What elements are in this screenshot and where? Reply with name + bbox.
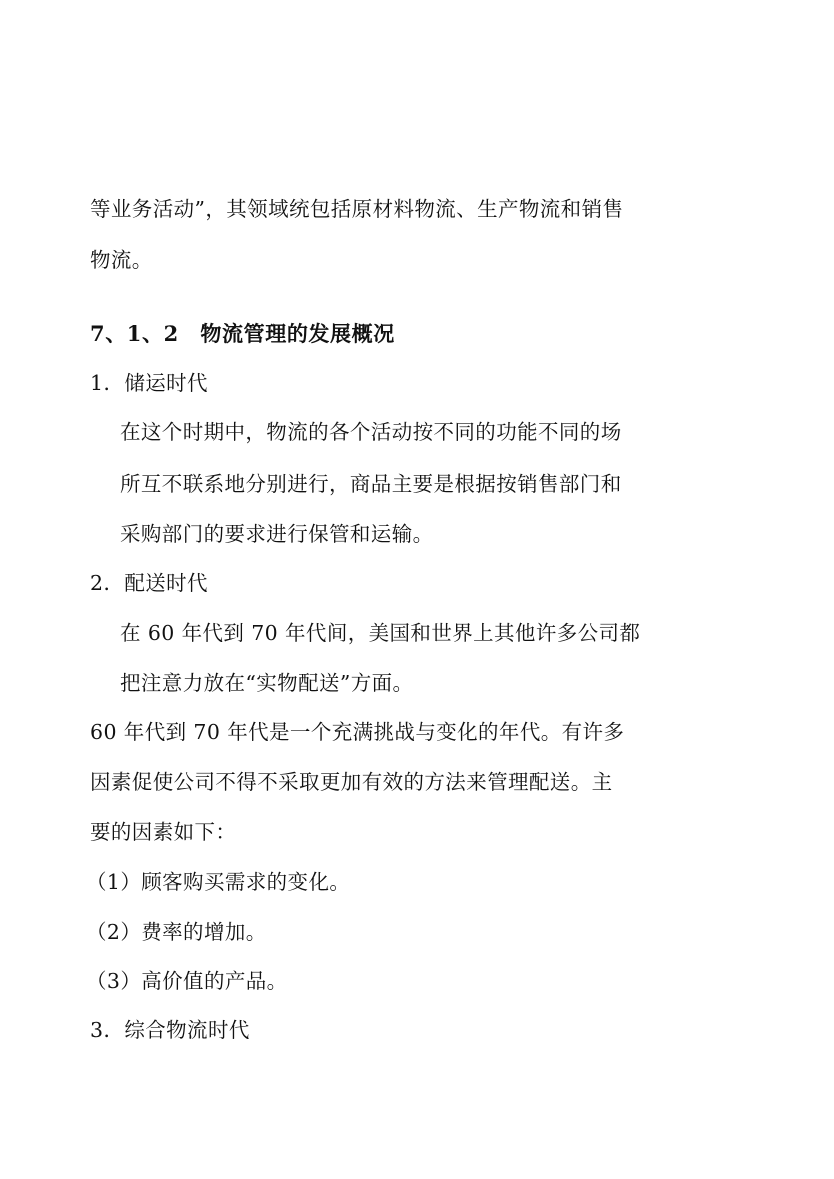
section-heading: 7、1、2 物流管理的发展概况: [90, 321, 395, 346]
factors-paragraph-line-3: 要的因素如下：: [90, 820, 237, 844]
stage-1-title: 1．储运时代: [90, 371, 208, 395]
stage-1-body-line-1: 在这个时期中，物流的各个活动按不同的功能不同的场: [120, 420, 622, 444]
factor-item-2: （2）费率的增加。: [86, 920, 267, 944]
stage-2-body-line-2: 把注意力放在“实物配送”方面。: [120, 671, 414, 695]
stage-1-body-line-3: 采购部门的要求进行保管和运输。: [120, 522, 434, 546]
factor-item-1: （1）顾客购买需求的变化。: [86, 870, 351, 894]
factors-paragraph-line-1: 60 年代到 70 年代是一个充满挑战与变化的年代。有许多: [90, 720, 625, 744]
intro-line-1: 等业务活动”，其领域统包括原材料物流、生产物流和销售: [90, 197, 624, 221]
factors-paragraph-line-2: 因素促使公司不得不采取更加有效的方法来管理配送。主: [90, 770, 613, 794]
stage-1-body-line-2: 所互不联系地分别进行，商品主要是根据按销售部门和: [120, 472, 622, 496]
stage-2-title: 2．配送时代: [90, 571, 208, 595]
intro-line-2: 物流。: [90, 248, 153, 272]
stage-3-title: 3．综合物流时代: [90, 1018, 250, 1042]
factor-item-3: （3）高价值的产品。: [86, 969, 288, 993]
stage-2-body-line-1: 在 60 年代到 70 年代间，美国和世界上其他许多公司都: [120, 621, 641, 645]
